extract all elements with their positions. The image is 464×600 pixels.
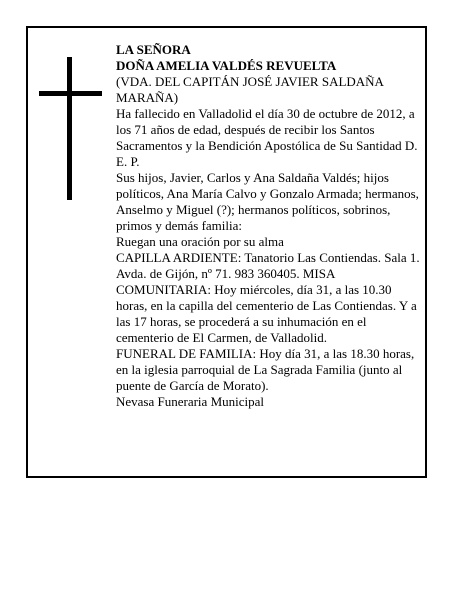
family-funeral: FUNERAL DE FAMILIA: Hoy día 31, a las 18.30 horas, en la iglesia parroquial de La Sagrada Familia (junto al puente de García de Morato).: [116, 346, 415, 393]
obituary-notice: [26, 26, 427, 478]
deceased-name: DOÑA AMELIA VALDÉS REVUELTA: [116, 58, 337, 73]
cross-vertical-bar: [67, 57, 72, 200]
deceased-title: LA SEÑORA: [116, 42, 191, 57]
death-announcement: Ha fallecido en Valladolid el día 30 de octubre de 2012, a los 71 años de edad, después de recibir los Santos Sacramentos y la Bendición Apostólica de Su Santidad D. E. P.: [116, 106, 418, 169]
funeral-home: Nevasa Funeraria Municipal: [116, 394, 265, 409]
widow-of: (VDA. DEL CAPITÁN JOSÉ JAVIER SALDAÑA MARAÑA): [116, 74, 384, 105]
wake-and-mass: CAPILLA ARDIENTE: Tanatorio Las Contiendas. Sala 1. Avda. de Gijón, nº 71. 983 360405. MISA COMUNITARIA: Hoy miércoles, día 31, a las 10.30 horas, en la capilla del cementerio de Las Contiendas. Y a las 17 horas, se procederá a su inhumación en el cementerio de El Carmen, de Valladolid.: [116, 250, 420, 345]
family-list: Sus hijos, Javier, Carlos y Ana Saldaña Valdés; hijos políticos, Ana María Calvo y Gonzalo Armada; hermanos, Anselmo y Miguel (?); hermanos políticos, sobrinos, primos y demás familia:: [116, 170, 419, 233]
prayer-request: Ruegan una oración por su alma: [116, 234, 284, 249]
notice-text: [116, 42, 424, 410]
cross-horizontal-bar: [39, 91, 102, 96]
